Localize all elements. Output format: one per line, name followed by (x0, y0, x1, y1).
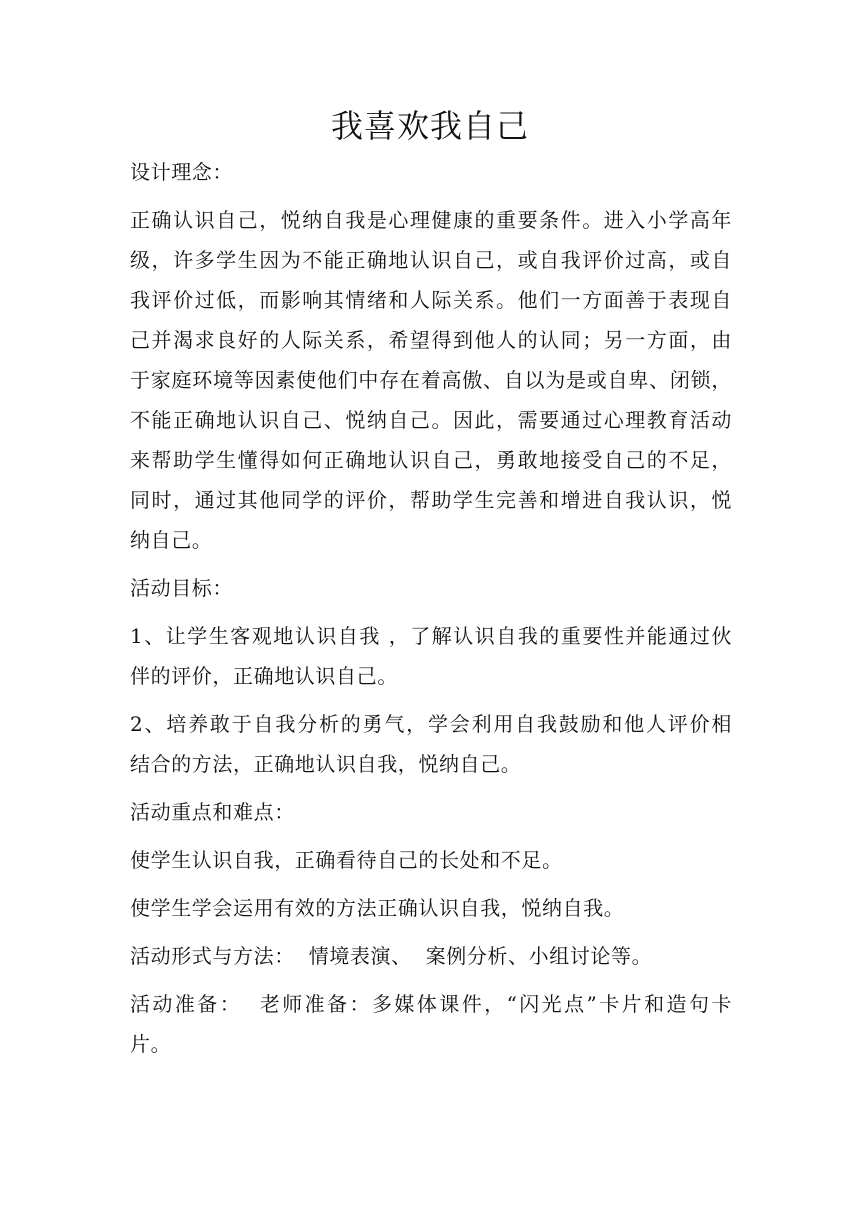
design-concept-heading-block (130, 152, 732, 192)
design-concept-heading: 设计理念： (130, 160, 233, 184)
design-concept-paragraph (130, 200, 732, 560)
activity-preparation (130, 984, 732, 1064)
activity-form (130, 936, 732, 976)
paragraph-line: 正确认识自己，悦纳自我是心理健康的重要条件。进入小学高年 (130, 208, 732, 232)
paragraph-line: 伴的评价，正确地认识自己。 (130, 664, 398, 688)
paragraph-line: 使学生认识自我，正确看待自己的长处和不足。 (130, 848, 563, 872)
paragraph-line: 片。 (130, 1032, 172, 1056)
paragraph-line: 1、让学生客观地认识自我 ，了解认识自我的重要性并能通过伙 (130, 624, 732, 648)
paragraph-line: 不能正确地认识自己、悦纳自己。因此，需要通过心理教育活动 (130, 408, 732, 432)
paragraph-line: 于家庭环境等因素使他们中存在着高傲、自以为是或自卑、闭锁， (130, 368, 732, 392)
paragraph-line: 结合的方法，正确地认识自我，悦纳自己。 (130, 752, 522, 776)
document-title: 我喜欢我自己 (330, 107, 529, 145)
document-body (130, 152, 732, 1072)
paragraph-line: 级，许多学生因为不能正确地认识自己，或自我评价过高，或自 (130, 248, 732, 272)
paragraph-line: 活动形式与方法： 情境表演、 案例分析、小组讨论等。 (130, 944, 653, 968)
focus-heading-block (130, 792, 732, 832)
paragraph-line: 己并渴求良好的人际关系，希望得到他人的认同；另一方面，由 (130, 328, 732, 352)
focus-item-1 (130, 840, 732, 880)
paragraph-line: 同时，通过其他同学的评价，帮助学生完善和增进自我认识，悦 (130, 488, 732, 512)
focus-heading: 活动重点和难点： (130, 800, 295, 824)
goals-heading: 活动目标： (130, 576, 233, 600)
focus-item-2 (130, 888, 732, 928)
goal-1 (130, 616, 732, 696)
paragraph-line: 纳自己。 (130, 528, 213, 552)
paragraph-line: 2、培养敢于自我分析的勇气，学会利用自我鼓励和他人评价相 (130, 712, 732, 736)
goal-2 (130, 704, 732, 784)
paragraph-line: 活动准备： 老师准备：多媒体课件，“闪光点”卡片和造句卡 (130, 992, 732, 1016)
goals-heading-block (130, 568, 732, 608)
paragraph-line: 来帮助学生懂得如何正确地认识自己，勇敢地接受自己的不足， (130, 448, 732, 472)
paragraph-line: 使学生学会运用有效的方法正确认识自我，悦纳自我。 (130, 896, 625, 920)
paragraph-line: 我评价过低，而影响其情绪和人际关系。他们一方面善于表现自 (130, 288, 732, 312)
